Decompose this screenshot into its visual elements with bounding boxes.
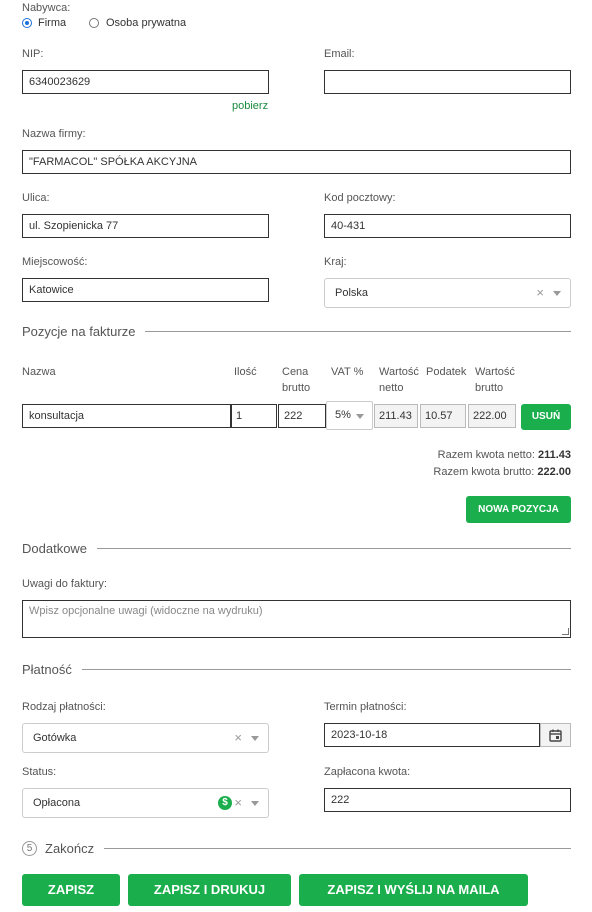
total-gross: Razem kwota brutto: 222.00: [433, 466, 571, 478]
step-number: 5: [22, 841, 37, 856]
col-price: Cena brutto: [282, 366, 311, 394]
vat-value: 5%: [335, 409, 351, 421]
buyer-label: Nabywca:: [22, 2, 71, 14]
item-price-input[interactable]: 222: [278, 404, 326, 428]
postal-input[interactable]: 40-431: [324, 214, 571, 238]
extra-section-title: Dodatkowe: [22, 541, 97, 556]
paid-amount-input[interactable]: 222: [324, 788, 571, 812]
due-date-label: Termin płatności:: [324, 701, 407, 713]
item-net-value: 211.43: [374, 404, 418, 428]
street-label: Ulica:: [22, 192, 50, 204]
email-label: Email:: [324, 48, 355, 60]
radio-firma[interactable]: [22, 18, 32, 28]
radio-private-label[interactable]: Osoba prywatna: [106, 17, 187, 29]
payment-section-title: Płatność: [22, 662, 82, 677]
nip-label: NIP:: [22, 48, 44, 60]
clear-icon[interactable]: ×: [234, 795, 242, 810]
nip-input[interactable]: 6340023629: [22, 70, 269, 94]
col-gross: Wartość brutto: [475, 366, 515, 394]
clear-icon[interactable]: ×: [234, 730, 242, 745]
remove-item-button[interactable]: USUŃ: [521, 404, 571, 430]
item-gross-value: 222.00: [468, 404, 516, 428]
item-name-input[interactable]: konsultacja: [22, 404, 231, 428]
resize-handle-icon[interactable]: [562, 628, 569, 635]
add-item-button[interactable]: NOWA POZYCJA: [466, 496, 571, 523]
company-label: Nazwa firmy:: [22, 128, 86, 140]
items-section-title: Pozycje na fakturze: [22, 324, 145, 339]
col-tax: Podatek: [426, 366, 467, 378]
extra-section-header: [22, 541, 571, 555]
save-button[interactable]: ZAPISZ: [22, 874, 120, 906]
paid-amount-label: Zapłacona kwota:: [324, 766, 411, 778]
city-label: Miejscowość:: [22, 256, 88, 268]
save-email-button[interactable]: ZAPISZ I WYŚLIJ NA MAILA: [299, 874, 528, 906]
status-label: Status:: [22, 766, 57, 778]
divider: [45, 848, 571, 849]
finish-section-header: [45, 841, 571, 855]
notes-textarea[interactable]: Wpisz opcjonalne uwagi (widoczne na wydruku): [22, 600, 571, 638]
item-qty-input[interactable]: 1: [231, 404, 277, 428]
email-input[interactable]: [324, 70, 571, 94]
country-value: Polska: [335, 287, 369, 299]
chevron-down-icon[interactable]: [553, 291, 561, 296]
payment-method-value: Gotówka: [33, 732, 77, 744]
divider: [22, 669, 571, 670]
calendar-icon: [549, 729, 562, 742]
company-input[interactable]: "FARMACOL" SPÓŁKA AKCYJNA: [22, 150, 571, 174]
item-vat-select[interactable]: [326, 401, 373, 430]
item-tax-value: 10.57: [420, 404, 466, 428]
chevron-down-icon[interactable]: [356, 414, 364, 419]
finish-section-title: Zakończ: [45, 841, 104, 856]
clear-icon[interactable]: ×: [536, 285, 544, 300]
radio-private[interactable]: [89, 18, 99, 28]
col-vat: VAT %: [331, 366, 364, 378]
city-input[interactable]: Katowice: [22, 278, 269, 302]
save-print-button[interactable]: ZAPISZ I DRUKUJ: [128, 874, 291, 906]
calendar-button[interactable]: [540, 723, 571, 747]
divider: [22, 548, 571, 549]
radio-firma-label[interactable]: Firma: [38, 17, 67, 29]
payment-section-header: [22, 662, 571, 676]
col-name: Nazwa: [22, 366, 56, 378]
country-select[interactable]: [324, 278, 571, 308]
status-value: Opłacona: [33, 797, 81, 809]
chevron-down-icon[interactable]: [251, 736, 259, 741]
payment-method-select[interactable]: [22, 723, 269, 753]
col-qty: Ilość: [234, 366, 257, 378]
chevron-down-icon[interactable]: [251, 801, 259, 806]
status-select[interactable]: [22, 788, 269, 818]
street-input[interactable]: ul. Szopienicka 77: [22, 214, 269, 238]
notes-label: Uwagi do faktury:: [22, 578, 107, 590]
dollar-icon: $: [218, 796, 232, 810]
country-label: Kraj:: [324, 256, 347, 268]
total-net: Razem kwota netto: 211.43: [437, 449, 571, 461]
payment-method-label: Rodzaj płatności:: [22, 701, 106, 713]
fetch-nip-link[interactable]: pobierz: [232, 100, 269, 112]
postal-label: Kod pocztowy:: [324, 192, 396, 204]
col-net: Wartość netto: [379, 366, 419, 394]
items-section-header: [22, 324, 571, 338]
due-date-input[interactable]: 2023-10-18: [324, 723, 540, 747]
